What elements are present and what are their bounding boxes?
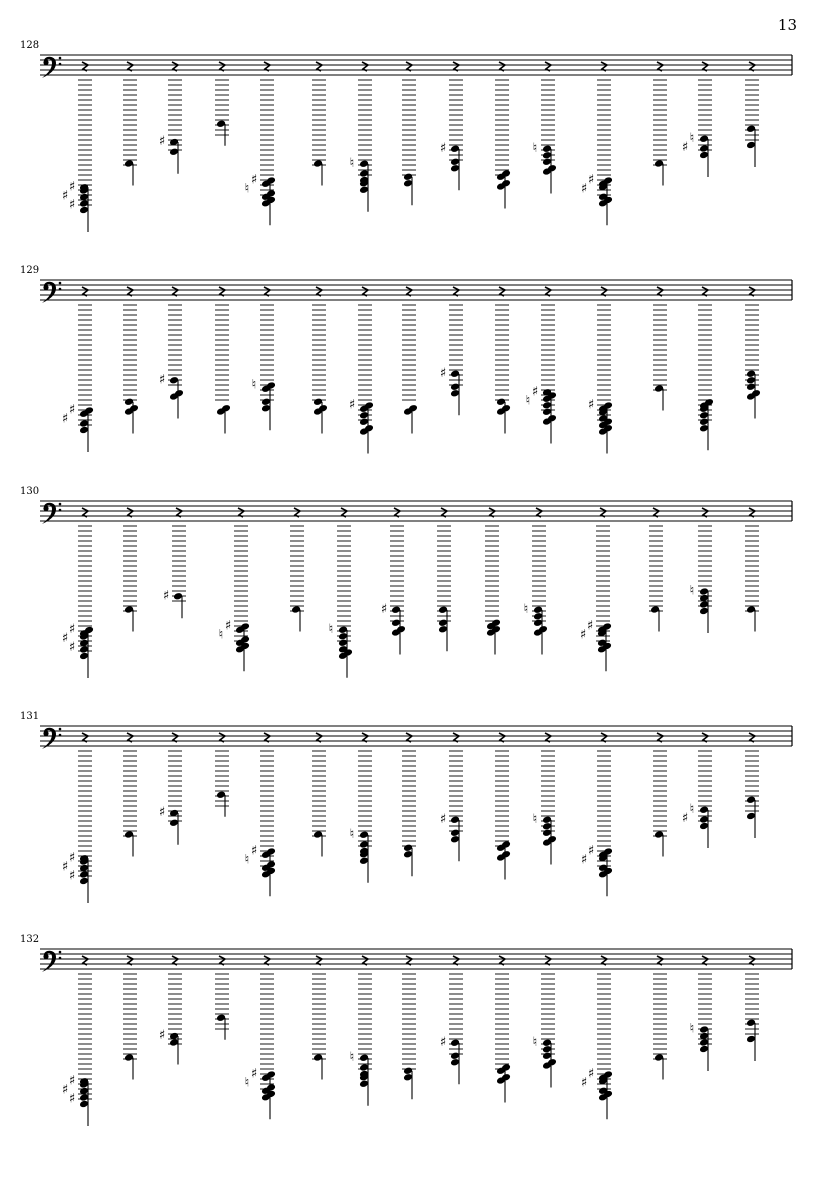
chord <box>312 956 326 1080</box>
natural-icon: ♮ <box>218 627 224 643</box>
chord <box>437 508 451 651</box>
measure-number: 129 <box>20 265 40 276</box>
chord <box>163 508 186 618</box>
chord <box>159 62 182 174</box>
chord <box>290 508 304 632</box>
chord <box>252 287 276 430</box>
chord <box>533 733 557 865</box>
sharp-icon: ♯ <box>380 601 388 617</box>
staff <box>0 40 835 265</box>
chord <box>312 733 326 857</box>
chord <box>495 956 511 1103</box>
bass-clef-icon <box>43 954 48 959</box>
natural-icon: ♮ <box>244 1075 250 1091</box>
natural-icon: ♮ <box>689 801 695 817</box>
chord <box>440 287 463 415</box>
chord <box>581 733 613 896</box>
chord <box>159 733 182 845</box>
chord <box>123 287 139 434</box>
sharp-icon: ♯ <box>439 140 447 156</box>
sharp-icon: ♯ <box>61 859 69 875</box>
bass-clef-dot <box>59 63 62 66</box>
bass-clef-icon <box>43 285 48 290</box>
chord <box>653 956 667 1080</box>
chord <box>62 62 92 232</box>
chord <box>682 733 712 848</box>
sharp-icon: ♯ <box>580 181 588 197</box>
chord <box>312 62 326 186</box>
bass-clef-dot <box>59 957 62 960</box>
staff <box>0 486 835 711</box>
chord <box>745 508 759 632</box>
chord <box>402 287 418 434</box>
chord <box>62 733 92 903</box>
sharp-icon: ♯ <box>250 1066 258 1082</box>
bass-clef-dot <box>59 734 62 737</box>
bass-clef-dot <box>59 288 62 291</box>
staff <box>0 934 835 1159</box>
natural-icon: ♮ <box>251 377 257 393</box>
chord <box>485 508 501 655</box>
bass-clef-dot <box>59 282 62 285</box>
natural-icon: ♮ <box>349 1049 355 1065</box>
natural-icon: ♮ <box>532 140 538 156</box>
chord <box>440 956 463 1084</box>
chord <box>245 956 276 1119</box>
sharp-icon: ♯ <box>61 1082 69 1098</box>
sharp-icon: ♯ <box>587 1066 595 1082</box>
sharp-icon: ♯ <box>681 139 689 155</box>
chord <box>123 62 137 186</box>
sharp-icon: ♯ <box>68 1073 76 1089</box>
natural-icon: ♮ <box>523 601 529 617</box>
sharp-icon: ♯ <box>531 384 539 400</box>
chord <box>526 287 557 444</box>
natural-icon: ♮ <box>525 393 531 409</box>
sharp-icon: ♯ <box>224 618 232 634</box>
chord <box>690 956 712 1071</box>
chord <box>649 508 663 632</box>
bass-clef-dot <box>59 509 62 512</box>
chord <box>581 956 613 1119</box>
natural-icon: ♮ <box>349 155 355 171</box>
sharp-icon: ♯ <box>250 172 258 188</box>
chord <box>123 956 137 1080</box>
sharp-icon: ♯ <box>681 810 689 826</box>
chord <box>219 508 250 671</box>
chord <box>123 733 137 857</box>
chord <box>159 287 184 419</box>
chord <box>495 287 511 434</box>
sharp-icon: ♯ <box>68 179 76 195</box>
chord <box>581 62 613 225</box>
chord <box>245 733 276 896</box>
chord <box>402 733 416 876</box>
staff <box>0 265 835 490</box>
bass-clef-dot <box>59 728 62 731</box>
chord <box>159 956 182 1065</box>
chord <box>533 956 557 1088</box>
chord <box>495 733 511 880</box>
sharp-icon: ♯ <box>68 622 76 637</box>
measure-number: 131 <box>20 711 40 722</box>
natural-icon: ♮ <box>532 1034 538 1050</box>
measure-number: 132 <box>20 934 40 945</box>
sharp-icon: ♯ <box>61 188 69 204</box>
chord <box>402 62 416 205</box>
sharp-icon: ♯ <box>439 365 447 381</box>
chord <box>329 508 353 678</box>
chord <box>745 287 761 419</box>
sharp-icon: ♯ <box>439 811 447 827</box>
chord <box>440 62 463 190</box>
sharp-icon: ♯ <box>158 372 166 388</box>
chord <box>690 508 712 633</box>
chord <box>62 287 94 452</box>
page-number: 13 <box>777 16 797 34</box>
chord <box>350 956 372 1106</box>
chord <box>62 508 94 678</box>
sharp-icon: ♯ <box>158 134 166 149</box>
chord <box>495 62 511 209</box>
natural-icon: ♮ <box>532 811 538 827</box>
bass-clef-icon <box>43 60 48 65</box>
chord <box>381 508 406 655</box>
chord <box>580 508 612 671</box>
sharp-icon: ♯ <box>439 1034 447 1050</box>
chord <box>440 733 463 861</box>
chord <box>524 508 548 655</box>
chord <box>215 287 231 434</box>
chord <box>402 956 416 1099</box>
bass-clef-icon <box>43 506 48 511</box>
sharp-icon: ♯ <box>348 397 356 413</box>
chord <box>350 733 372 883</box>
measure-number: 128 <box>20 40 40 51</box>
chord <box>245 62 276 225</box>
sharp-icon: ♯ <box>158 1028 166 1043</box>
sharp-icon: ♯ <box>68 1091 76 1107</box>
chord <box>588 287 613 454</box>
bass-clef-icon <box>43 731 48 736</box>
chord <box>62 956 92 1126</box>
natural-icon: ♮ <box>689 1021 695 1037</box>
chord <box>745 956 759 1061</box>
chord <box>653 733 667 857</box>
sharp-icon: ♯ <box>586 618 594 634</box>
chord <box>682 62 712 177</box>
natural-icon: ♮ <box>244 852 250 868</box>
chord <box>653 287 667 411</box>
natural-icon: ♮ <box>349 826 355 842</box>
sharp-icon: ♯ <box>250 843 258 859</box>
chord <box>745 733 759 838</box>
sharp-icon: ♯ <box>579 627 587 643</box>
sharp-icon: ♯ <box>68 868 76 884</box>
bass-clef-dot <box>59 503 62 506</box>
chord <box>533 62 557 194</box>
natural-icon: ♮ <box>689 583 695 599</box>
chord <box>698 287 714 450</box>
bass-clef-dot <box>59 57 62 60</box>
natural-icon: ♮ <box>244 181 250 197</box>
natural-icon: ♮ <box>689 130 695 146</box>
chord <box>123 508 137 632</box>
sharp-icon: ♯ <box>68 850 76 866</box>
sharp-icon: ♯ <box>68 402 76 418</box>
sharp-icon: ♯ <box>587 397 595 413</box>
natural-icon: ♮ <box>328 621 334 637</box>
sharp-icon: ♯ <box>158 805 166 820</box>
measure-number: 130 <box>20 486 40 497</box>
chord <box>350 62 372 212</box>
sharp-icon: ♯ <box>61 411 69 427</box>
chord <box>653 62 667 186</box>
chord <box>312 287 328 434</box>
bass-clef-dot <box>59 951 62 954</box>
sharp-icon: ♯ <box>61 631 69 646</box>
sharp-icon: ♯ <box>580 852 588 868</box>
sharp-icon: ♯ <box>587 843 595 859</box>
sharp-icon: ♯ <box>580 1075 588 1091</box>
chord <box>745 62 759 167</box>
sharp-icon: ♯ <box>68 197 76 213</box>
staff <box>0 711 835 936</box>
sharp-icon: ♯ <box>162 588 170 604</box>
chord <box>349 287 374 454</box>
sharp-icon: ♯ <box>587 172 595 188</box>
sharp-icon: ♯ <box>68 640 76 655</box>
